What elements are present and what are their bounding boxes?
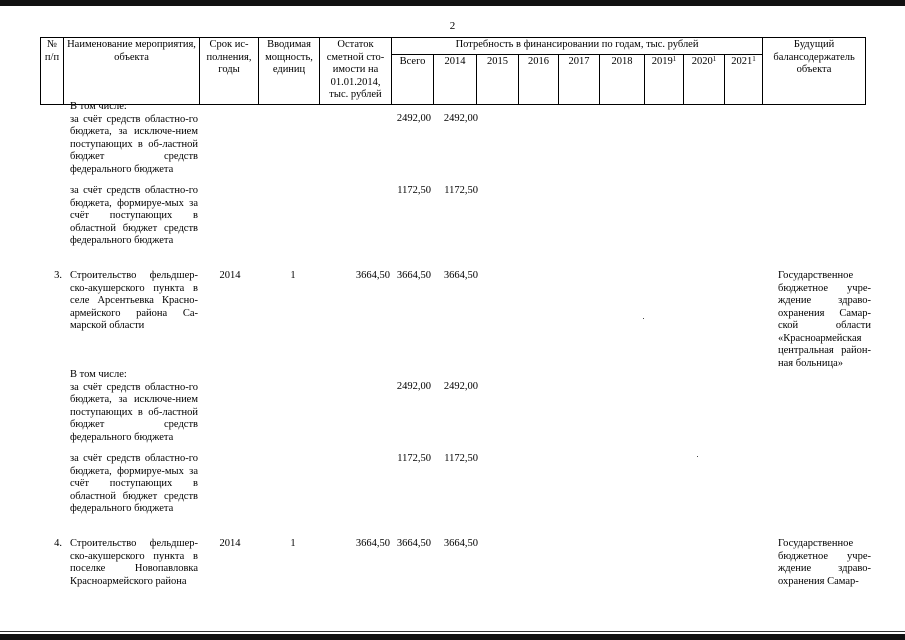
header-name: Наименование мероприятия, объекта xyxy=(64,38,200,105)
scan-speck xyxy=(697,456,698,457)
row-number: 4. xyxy=(54,538,62,549)
footnote-mark: 1 xyxy=(752,54,756,63)
page-number: 2 xyxy=(449,20,456,32)
row-name-text: за счёт средств областно-го бюджета, за исключе-нием поступающих в об-ластной бюджет средств федерального бюджета xyxy=(70,381,198,443)
row-vsego: 3664,50 xyxy=(396,538,431,549)
header-holder: Будущий балансодержатель объекта xyxy=(763,38,866,105)
header-2016: 2016 xyxy=(519,54,559,104)
header-moshch: Вводимая мощность, единиц xyxy=(259,38,320,105)
row-srok: 2014 xyxy=(219,538,241,549)
header-2020: 2020$^1$ xyxy=(684,54,725,104)
header-2019: 2019$^1$ xyxy=(645,54,684,104)
row-moshch: 1 xyxy=(290,538,296,549)
row-ostatok: 3664,50 xyxy=(355,538,390,549)
footnote-mark: 1 xyxy=(712,54,717,63)
row-ostatok: 3664,50 xyxy=(355,270,390,281)
header-srok: Срок ис-полнения, годы xyxy=(200,38,259,105)
header-2015: 2015 xyxy=(477,54,519,104)
row-2014: 1172,50 xyxy=(444,453,478,464)
row-2014: 1172,50 xyxy=(444,185,478,196)
header-ostatok: Остаток сметной сто-имости на 01.01.2014, тыс. рублей xyxy=(320,38,392,105)
header-no: № п/п xyxy=(41,38,64,105)
row-vsego: 1172,50 xyxy=(397,185,431,196)
row-number: 3. xyxy=(54,270,62,281)
header-2017: 2017 xyxy=(559,54,600,104)
header-2021: 2021$^1$ xyxy=(725,54,763,104)
row-name-text: за счёт средств областно-го бюджета, за исключе-нием поступающих в об-ластной бюджет средств федерального бюджета xyxy=(70,113,198,175)
header-2018: 2018 xyxy=(600,54,645,104)
row-vsego: 1172,50 xyxy=(397,453,431,464)
row-2014: 2492,00 xyxy=(443,381,478,392)
bottom-rule xyxy=(0,631,905,632)
row-name xyxy=(70,101,198,176)
row-2014: 3664,50 xyxy=(443,270,478,281)
row-vsego: 2492,00 xyxy=(396,113,431,124)
row-name-heading: В том числе: xyxy=(70,101,127,112)
footnote-mark: 1 xyxy=(672,54,677,63)
table-header xyxy=(40,37,866,105)
row-name: Строительство фельдшер-ско-акушерского пункта в поселке Новопавловка Красноармейского района xyxy=(70,538,198,587)
row-2014: 2492,00 xyxy=(443,113,478,124)
row-name: Строительство фельдшер-ско-акушерского пункта в селе Арсентьевка Красно-армейского района Са-марской области xyxy=(70,270,198,331)
row-name xyxy=(70,369,198,444)
row-holder: Государственное бюджетное учре-ждение здраво-охранения Самар-ской области «Красноармейская центральная район-ная больница» xyxy=(778,270,871,369)
row-name-heading: В том числе: xyxy=(70,369,127,380)
row-holder: Государственное бюджетное учре-ждение здраво-охранения Самар- xyxy=(778,538,871,587)
header-2014: 2014 xyxy=(434,54,477,104)
bottom-border xyxy=(0,634,905,640)
row-srok: 2014 xyxy=(219,270,241,281)
row-moshch: 1 xyxy=(290,270,296,281)
row-name: за счёт средств областно-го бюджета, формируе-мых за счёт поступающих в областной бюджет средств федерального бюджета xyxy=(70,185,198,246)
row-name: за счёт средств областно-го бюджета, формируе-мых за счёт поступающих в областной бюджет средств федерального бюджета xyxy=(70,453,198,514)
row-vsego: 2492,00 xyxy=(396,381,431,392)
row-vsego: 3664,50 xyxy=(396,270,431,281)
row-2014: 3664,50 xyxy=(443,538,478,549)
top-border xyxy=(0,0,905,6)
header-financing-group: Потребность в финансировании по годам, тыс. рублей xyxy=(392,38,763,55)
header-vsego: Всего xyxy=(392,54,434,104)
scan-speck xyxy=(643,318,644,319)
